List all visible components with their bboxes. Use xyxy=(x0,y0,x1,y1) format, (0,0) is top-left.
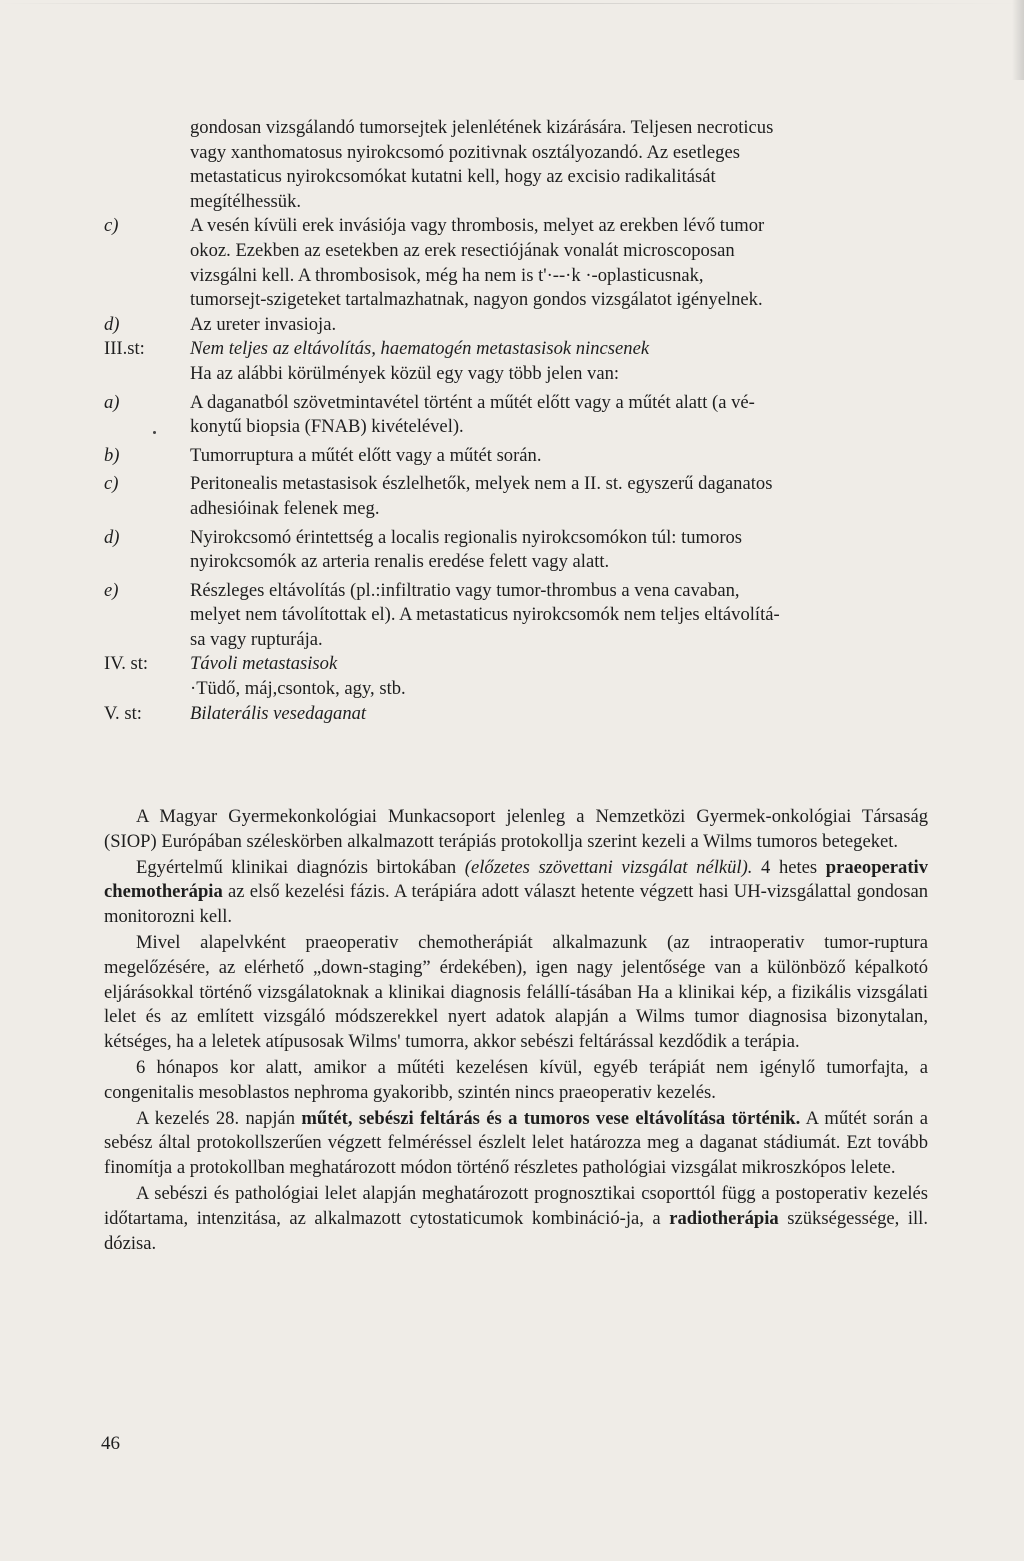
stage-title: Nem teljes az eltávolítás, haematogén metastasisok nincsenek xyxy=(190,338,650,360)
paragraph-5: A kezelés 28. napján műtét, sebészi feltárás és a tumoros vese eltávolítása történik. A műtét során a sebész által protokollszerűen végzett felméréssel észlelt lelet határozza meg a daganat stádiumát. Ezt tovább finomítja a protokollban meghatározott módon történő részletes pathológiai vizsgálat mikroszkópos lelete. xyxy=(104,1107,928,1179)
stage-subtitle: Ha az alábbi körülmények közül egy vagy több jelen van: xyxy=(190,362,620,384)
stage-label: IV. st: xyxy=(104,653,149,675)
stage-label: III.st: xyxy=(104,338,145,360)
stage-title: Bilaterális vesedaganat xyxy=(190,702,367,724)
paragraph-6: A sebészi és pathológiai lelet alapján meghatározott prognosztikai csoporttól függ a postoperativ kezelés időtartama, intenzitása, az alkalmazott cytostaticumok kombináció-ja, a radiotherápia szükségessége, ill. dózisa. xyxy=(104,1182,928,1254)
list-item-d: d) Az ureter invasioja. xyxy=(104,313,934,338)
stage-3-item-e: e) Részleges eltávolítás (pl.:infiltratio vagy tumor-thrombus a vena cavaban, melyet nem távolítottak el). A metastaticus nyirokcsomók nem teljes eltávolítá- sa vagy rupturája. xyxy=(104,579,780,650)
scan-speck xyxy=(153,431,156,434)
intro-row xyxy=(104,116,934,214)
stage-3-item-b: b) Tumorruptura a műtét előtt vagy a műtét során. xyxy=(104,444,542,466)
list-item-c: c) A vesén kívüli erek invásiója vagy thrombosis, melyet az erekben lévő tumor okoz. Ezekben az esetekben az erek resectiójának vonalát microscoposan vizsgálni kell. A thrombosisok, még ha nem is t'·--·k ·-oplasticusnak, tumorsejt-szigeteket tartalmazhatnak, nagyon gondos vizsgálatot igényelnek. xyxy=(104,215,765,311)
stage-title: Távoli metastasisok xyxy=(190,653,338,675)
intro-paragraph: gondosan vizsgálandó tumorsejtek jelenlétének kizárására. Teljesen necroticus vagy xanthomatosus nyirokcsomó pozitivnak osztályozandó. Az esetleges metastaticus nyirokcsomókat kutatni kell, hogy az excisio radikalitását megítélhessük. xyxy=(190,117,774,212)
stage-3-item-d: d) Nyirokcsomó érintettség a localis regionalis nyirokcsomókon túl: tumoros nyirokcsomók az arteria renalis eredése felett vagy alatt. xyxy=(104,526,743,573)
stage-3-item-c: c) Peritonealis metastasisok észlelhetők, melyek nem a II. st. egyszerű daganatos adhesióinak felenek meg. xyxy=(104,473,773,519)
stage-4-heading xyxy=(104,652,934,701)
scan-edge-line xyxy=(0,3,1024,4)
stage-label: V. st: xyxy=(104,702,142,724)
item-label: d) xyxy=(104,313,120,335)
paragraph-4: 6 hónapos kor alatt, amikor a műtéti kezelésen kívül, egyéb terápiát nem igénylő tumorfajta, a congenitalis mesoblastos nephroma gyakoribb, szintén nincs praeoperativ kezelés. xyxy=(104,1056,928,1103)
body-text xyxy=(104,805,928,1257)
page-number: 46 xyxy=(101,1433,120,1454)
paragraph-2: Egyértelmű klinikai diagnózis birtokában (előzetes szövettani vizsgálat nélkül). 4 hetes praeoperativ chemotherápia az első kezelési fázis. A terápiára adott választ hetente végzett hasi UH-vizsgálattal gondosan monitorozni kell. xyxy=(104,856,929,928)
stage-5-heading xyxy=(104,702,934,727)
paragraph-1: A Magyar Gyermekonkológiai Munkacsoport jelenleg a Nemzetközi Gyermek-onkológiai Társaság (SIOP) Európában széleskörben alkalmazott terápiás protokollja szerint kezeli a Wilms tumoros betegeket. xyxy=(104,806,928,852)
item-label: c) xyxy=(104,215,119,237)
stage-detail: ·Tüdő, máj,csontok, agy, stb. xyxy=(190,678,406,700)
paragraph-3: Mivel alapelvként praeoperativ chemotherápiát alkalmazunk (az intraoperativ tumor-ruptura megelőzésére, az elérhető „down-staging” érdekében), igen nagy jelentősége van a különböző képalkotó eljárásokkal történő vizsgálatoknak a klinikai diagnosis felállí-tásában Ha a klinikai kép, a fizikális vizsgálati lelet és az említett vizsgáló módszerekkel nyert adatok alapján a Wilms tumor diagnosisa bizonytalan, kétséges, ha a leletek atípusosak Wilms' tumorra, akkor sebészi feltárással kezdődik a terápia. xyxy=(104,931,928,1053)
staging-list xyxy=(104,116,934,726)
stage-3-heading xyxy=(104,337,934,386)
scan-edge-shadow xyxy=(1012,0,1024,80)
stage-3-item-a: a) A daganatból szövetmintavétel történt a műtét előtt vagy a műtét alatt (a vé- konytű biopsia (FNAB) kivételével). xyxy=(104,391,755,438)
